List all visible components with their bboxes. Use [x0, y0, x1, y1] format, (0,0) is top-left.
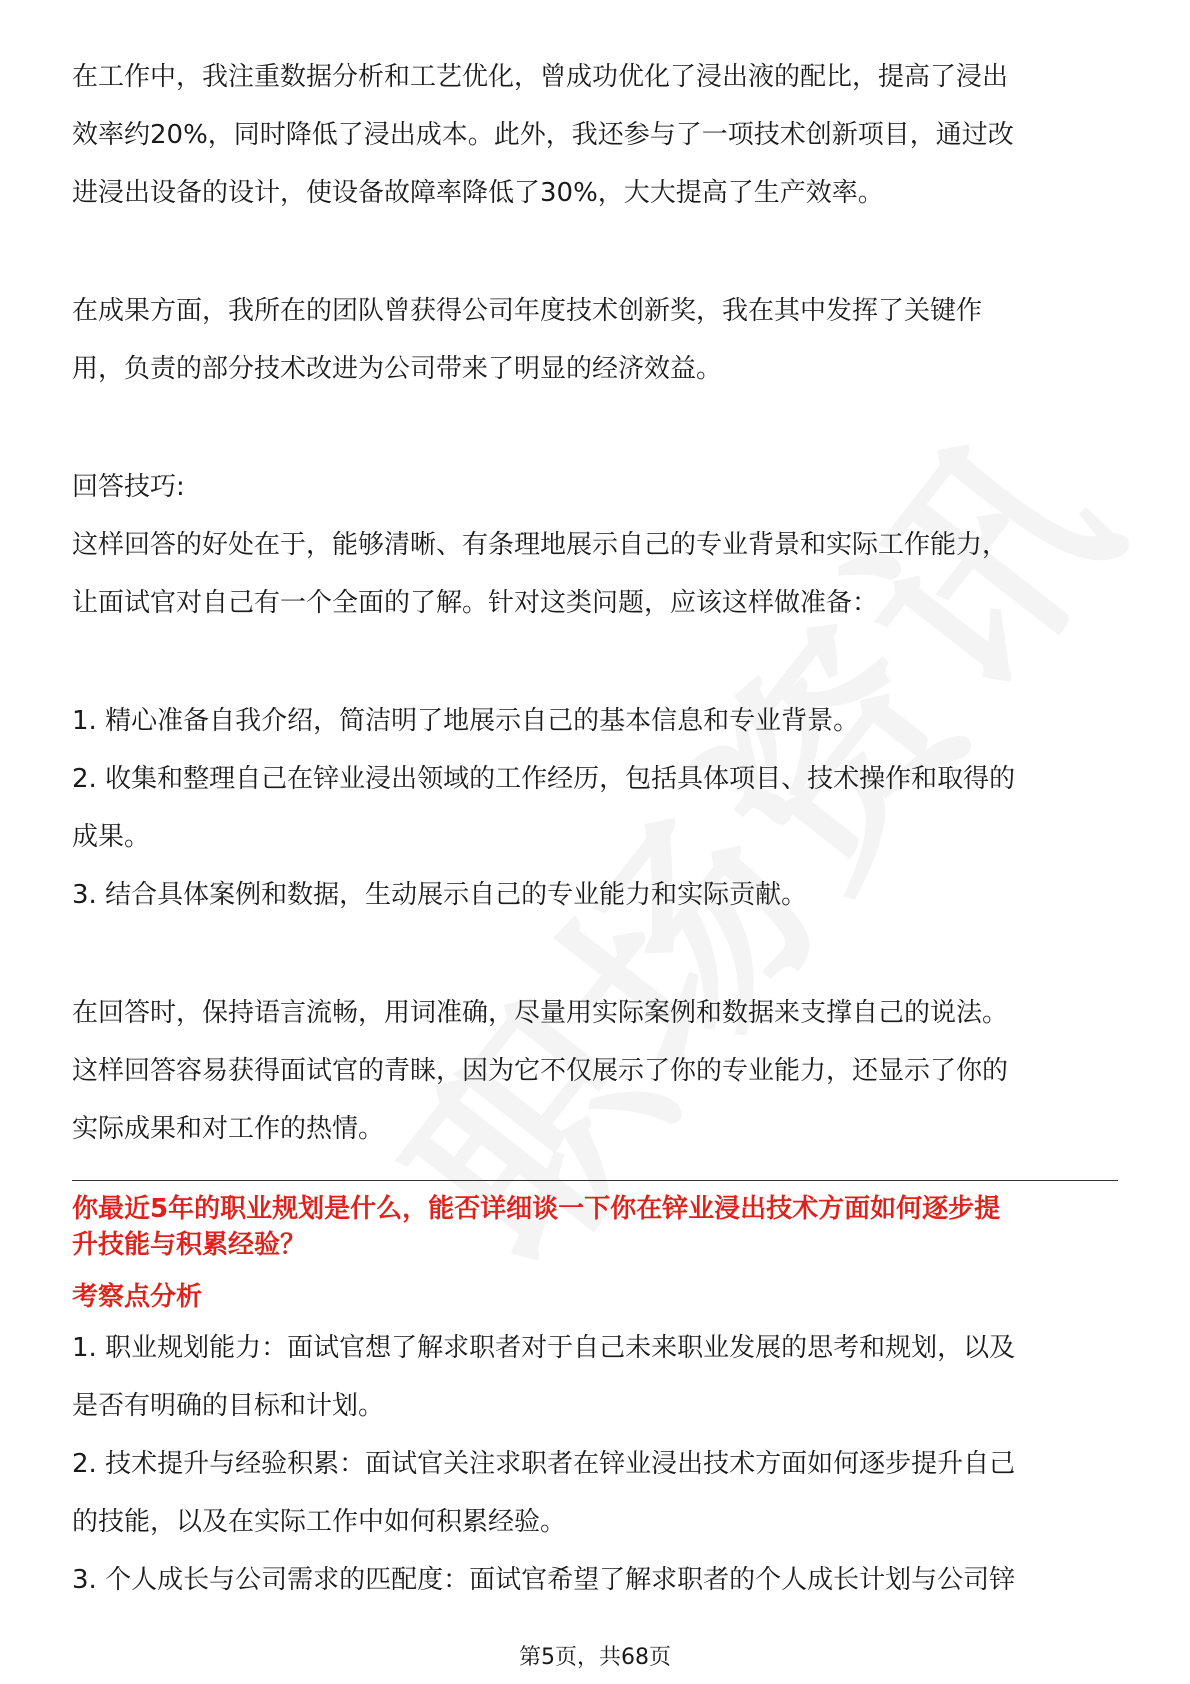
- answer-tips-section: [72, 458, 1118, 632]
- list-item: 1. 精心准备自我介绍，简洁明了地展示自己的基本信息和专业背景。: [72, 706, 860, 736]
- text-line: 这样回答容易获得面试官的青睐，因为它不仅展示了你的专业能力，还显示了你的: [72, 1056, 1009, 1086]
- tips-title: 回答技巧:: [72, 472, 185, 502]
- list-item: 的技能，以及在实际工作中如何积累经验。: [72, 1507, 567, 1537]
- text-line: 在工作中，我注重数据分析和工艺优化，曾成功优化了浸出液的配比，提高了浸出: [72, 62, 1009, 92]
- list-item: 3. 结合具体案例和数据，生动展示自己的专业能力和实际贡献。: [72, 880, 808, 910]
- paragraph-gap: [72, 924, 1118, 984]
- section-divider: [72, 1180, 1118, 1181]
- text-line: 这样回答的好处在于，能够清晰、有条理地展示自己的专业背景和实际工作能力，: [72, 530, 1009, 560]
- list-item: 是否有明确的目标和计划。: [72, 1391, 385, 1421]
- text-line: 进浸出设备的设计，使设备故障率降低了30%，大大提高了生产效率。: [72, 178, 884, 208]
- analysis-list: [72, 1319, 1118, 1609]
- text-line: 在回答时，保持语言流畅，用词准确，尽量用实际案例和数据来支撑自己的说法。: [72, 998, 1009, 1028]
- question-line: 升技能与积累经验？: [72, 1230, 307, 1260]
- text-line: 效率约20%，同时降低了浸出成本。此外，我还参与了一项技术创新项目，通过改: [72, 120, 1014, 150]
- text-line: 在成果方面，我所在的团队曾获得公司年度技术创新奖，我在其中发挥了关键作: [72, 296, 983, 326]
- analysis-title: 考察点分析: [72, 1282, 203, 1312]
- list-item: 2. 收集和整理自己在锌业浸出领域的工作经历，包括具体项目、技术操作和取得的: [72, 764, 1016, 794]
- paragraph-conclusion: [72, 984, 1118, 1158]
- list-item: 2. 技术提升与经验积累：面试官关注求职者在锌业浸出技术方面如何逐步提升自己: [72, 1449, 1016, 1479]
- question-heading: [72, 1191, 1118, 1263]
- paragraph-gap: [72, 398, 1118, 458]
- preparation-list: [72, 692, 1118, 924]
- list-item: 成果。: [72, 822, 151, 852]
- page-content: [72, 48, 1118, 1609]
- text-line: 让面试官对自己有一个全面的了解。针对这类问题，应该这样做准备：: [72, 588, 879, 618]
- text-line: 实际成果和对工作的热情。: [72, 1114, 385, 1144]
- paragraph-gap: [72, 222, 1118, 282]
- text-line: 用，负责的部分技术改进为公司带来了明显的经济效益。: [72, 354, 723, 384]
- list-item: 1. 职业规划能力：面试官想了解求职者对于自己未来职业发展的思考和规划，以及: [72, 1333, 1016, 1363]
- paragraph-results: [72, 282, 1118, 398]
- question-line: 你最近5年的职业规划是什么，能否详细谈一下你在锌业浸出技术方面如何逐步提: [72, 1194, 1001, 1224]
- list-item: 3. 个人成长与公司需求的匹配度：面试官希望了解求职者的个人成长计划与公司锌: [72, 1565, 1016, 1595]
- paragraph-work-achievements: [72, 48, 1118, 222]
- paragraph-gap: [72, 632, 1118, 692]
- page-number: 第5页，共68页: [519, 1645, 671, 1670]
